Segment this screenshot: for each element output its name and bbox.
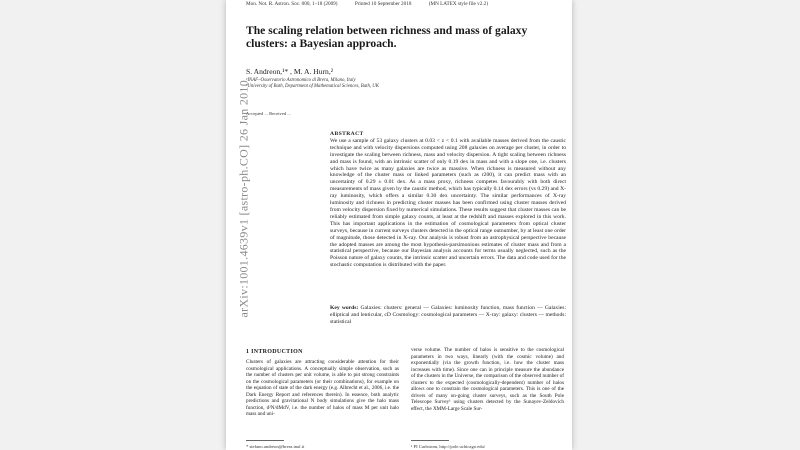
authors: S. Andreon,¹* , M. A. Hurn,² xyxy=(246,67,334,76)
printed-date: Printed 10 September 2018 xyxy=(354,1,412,7)
footnote-spt: ¹ PI Carlstrom, http://pole.uchicago.edu/ xyxy=(411,444,486,449)
keywords-text: Galaxies: clusters: general — Galaxies: luminosity function, mass function — Galaxies: elliptical and lenticular, cD Cosmology: cosmological parameters — X-ray: galaxy: clusters — methods: statistical xyxy=(330,305,566,325)
footnote-rule-left xyxy=(246,440,284,441)
intro-right-column: verse volume. The number of halos is sensitive to the cosmological parameters in two ways, linearly (with the cosmic volume) and exponentially (via the growth function, i.e. how the cluster mass increases with time). Since one can in principle measure the abundance of the clusters in the Universe, the comparison of the observed number of clusters to the expected (cosmologically-dependent) number of halos allows one to constrain the cosmological parameters. This is one of the drivers of many on-going cluster surveys, such as the South Pole Telescope Survey¹ using clusters detected by the Sunayev-Zeldovich effect, the XMM-Large Scale Sur- xyxy=(411,347,564,412)
abstract xyxy=(330,131,566,269)
accepted-line: Accepted ... Received ... xyxy=(246,111,291,116)
paper-page xyxy=(226,0,572,450)
intro-left-column: Clusters of galaxies are attracting considerable attention for their cosmological applications. A conceptually simple observation, such as the number of clusters per unit volume, is able to put strong constraints on the cosmological parameters (or their combinations), for example on the equation of state of the dark energy (e.g. Albrecht et al., 2006, i.e. the Dark Energy Report and references therein). In essence, both analytic predictions and gravitational N body simulations give the halo mass function, d²N/dMdV, i.e. the number of halos of mass M per unit halo mass and uni- xyxy=(246,359,399,417)
affiliation-2: ²University of Bath, Department of Mathematical Sciences, Bath, UK xyxy=(246,84,379,89)
running-header xyxy=(246,1,564,7)
journal-citation: Mon. Not. R. Astron. Soc. 000, 1–18 (2009) xyxy=(246,1,338,7)
footnote-email: * stefano.andreon@brera.inaf.it xyxy=(246,444,305,449)
section-heading: 1 INTRODUCTION xyxy=(246,349,303,355)
style-file: (MN LATEX style file v2.2) xyxy=(428,1,488,7)
abstract-text: We use a sample of 53 galaxy clusters at 0.03 < z < 0.1 with available masses derived from the caustic technique and with velocity dispersions computed using 208 galaxies on average per cluster, in order to investigate the scaling between richness, mass and velocity dispersion. A tight scaling between richness and mass is found, with an intrinsic scatter of only 0.19 dex in mass and with a slope one, i.e. clusters which have twice as many galaxies are twice as massive. When richness is measured without any knowledge of the cluster mass or linked parameters (such as r200), it can predict mass with an uncertainty of 0.29 ± 0.01 dex. As a mass proxy, richness competes favourably with both direct measurements of mass given by the caustic method, which has typically 0.14 dex errors (vs 0.29) and X-ray luminosity, which offers a similar 0.30 dex uncertainty. The similar performances of X-ray luminosity and richness in predicting cluster masses has been confirmed using cluster masses derived from velocity dispersion fixed by numerical simulations. These results suggest that cluster masses can be reliably estimated from simple galaxy counts, at least at the redshift and masses explored in this work. This has important applications in the estimation of cosmological parameters from optical cluster surveys, because in current surveys clusters detected in the optical range outnumber, by at least one order of magnitude, those detected in X-ray. Our analysis is robust from an astrophysical perspective because the adopted masses are among the most hypothesis-parsimonious estimates of cluster mass and from a statistical perspective, because our Bayesian analysis accounts for terms usually neglected, such as the Poisson nature of galaxy counts, the intrinsic scatter and uncertain errors. The data and code used for the stochastic computation is distributed with the paper. xyxy=(330,137,566,269)
arxiv-stamp: arXiv:1001.4639v1 [astro-ph.CO] 26 Jan 2010 xyxy=(236,79,251,318)
paper-title: The scaling relation between richness and mass of galaxy clusters: a Bayesian approach. xyxy=(246,24,528,50)
footnote-rule-right xyxy=(411,440,449,441)
keywords xyxy=(330,305,566,326)
affiliation-1: ¹INAF–Osservatorio Astronomico di Brera, Milano, Italy xyxy=(246,78,356,83)
abstract-heading: ABSTRACT xyxy=(330,131,364,137)
keywords-label: Key words: xyxy=(330,305,359,311)
